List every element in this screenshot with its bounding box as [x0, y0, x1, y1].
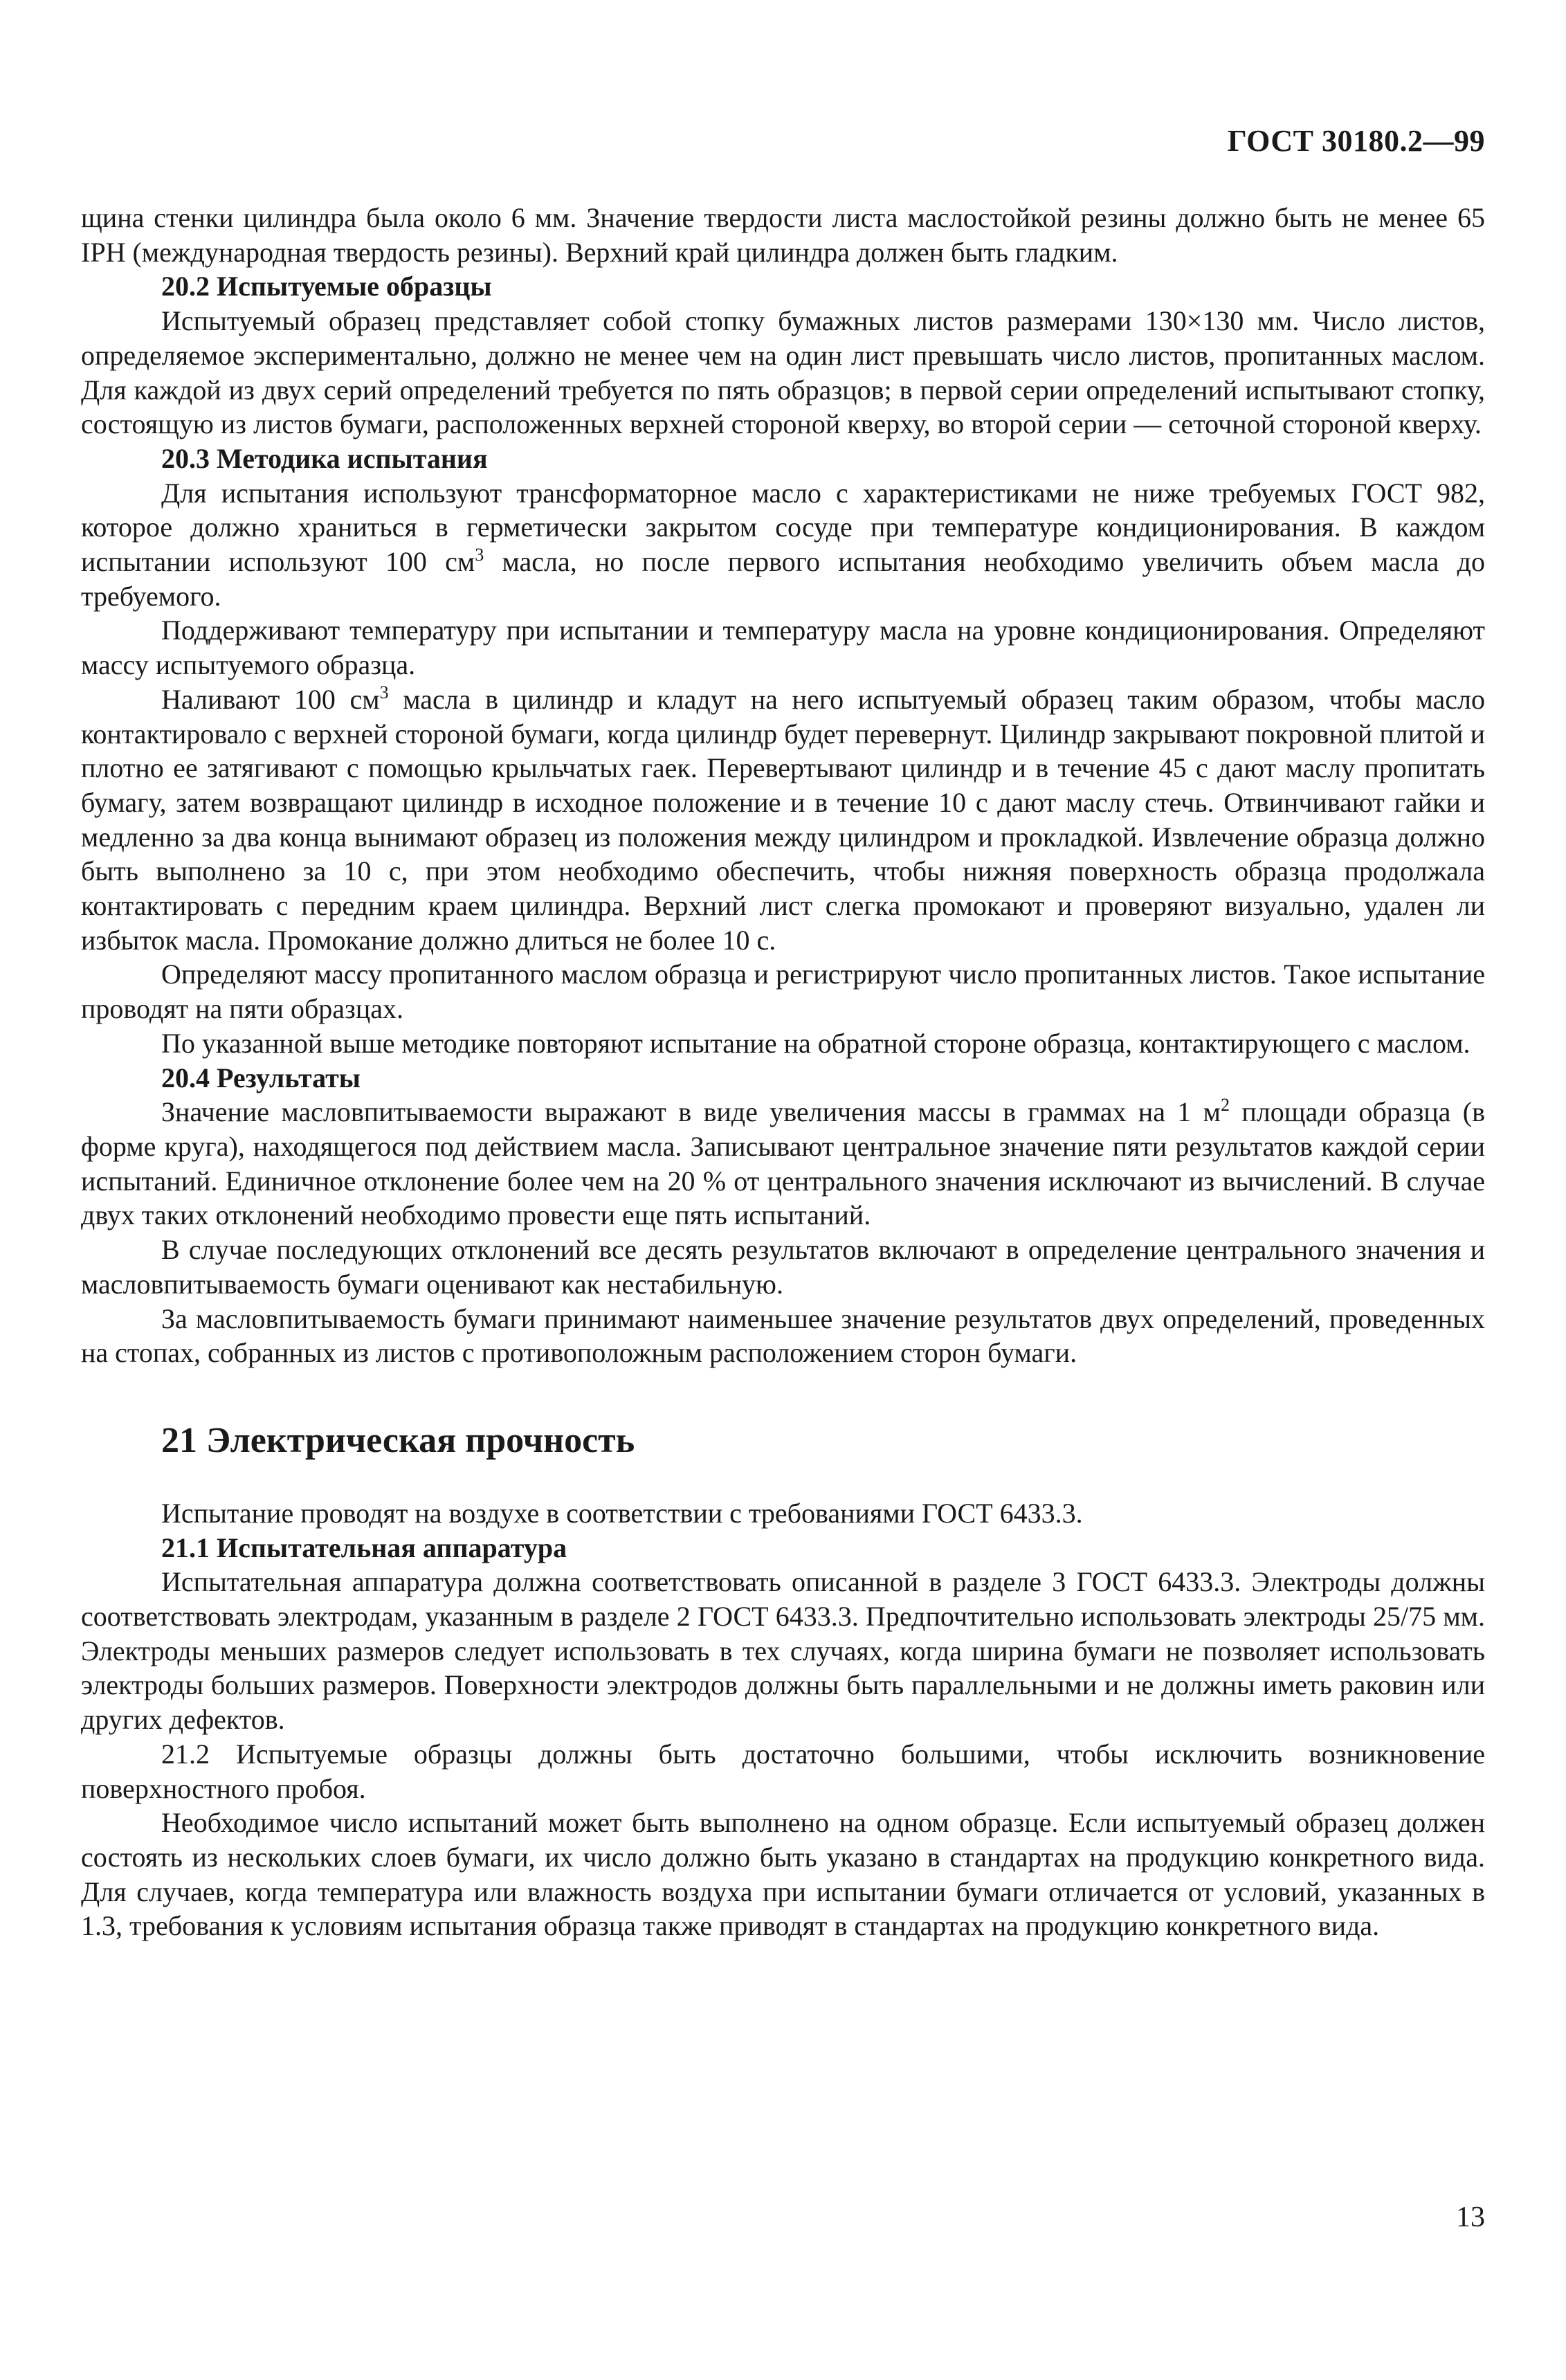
section-heading-21: 21 Электрическая прочность: [161, 1420, 635, 1460]
paragraph-21-2: 21.2 Испытуемые образцы должны быть достаточно большими, чтобы исключить возникновение поверхностного пробоя.: [81, 1738, 1485, 1804]
superscript: 3: [475, 545, 484, 565]
paragraph: [81, 1095, 1485, 1233]
paragraph-continuation: щина стенки цилиндра была около 6 мм. Значение твердости листа маслостойкой резины должно быть не менее 65 IPH (международная твердость резины). Верхний край цилиндра должен быть гладким.: [81, 202, 1485, 268]
paragraph: Испытуемый образец представляет собой стопку бумажных листов размерами 130×130 мм. Число листов, определяемое экспериментально, должно не менее чем на один лист превышать число листов, пропитанных маслом. Для каждой из двух серий определений требуется по пять образцов; в первой серии определений испытывают стопку, состоящую из листов бумаги, расположенных верхней стороной кверху, во второй серии — сеточной стороной кверху.: [81, 305, 1485, 440]
paragraph: Поддерживают температуру при испытании и температуру масла на уровне кондиционирования. Определяют массу испытуемого образца.: [81, 615, 1485, 681]
paragraph: Испытательная аппаратура должна соответствовать описанной в разделе 3 ГОСТ 6433.3. Электроды должны соответствовать электродам, указанным в разделе 2 ГОСТ 6433.3. Предпочтительно использовать электроды 25/75 мм. Электроды меньших размеров следует использовать в тех случаях, когда ширина бумаги не позволяет использовать электроды больших размеров. Поверхности электродов должны быть параллельными и не должны иметь раковин или других дефектов.: [81, 1566, 1485, 1736]
paragraph: За масловпитываемость бумаги принимают наименьшее значение результатов двух определений, проведенных на стопах, собранных из листов с противоположным расположением сторон бумаги.: [81, 1302, 1485, 1369]
superscript: 3: [379, 682, 389, 702]
text-run: масла в цилиндр и кладут на него испытуемый образец таким образом, чтобы масло контактировало с верхней стороной бумаги, когда цилиндр будет перевернут. Цилиндр закрывают покровной плитой и плотно ее затягивают с помощью крыльчатых гаек. Перевертывают цилиндр и в течение 45 с дают маслу пропитать бумагу, затем возвращают цилиндр в исходное положение и в течение 10 с дают маслу стечь. Отвинчивают гайки и медленно за два конца вынимают образец из положения между цилиндром и прокладкой. Извлечение образца должно быть выполнено за 10 с, при этом необходимо обеспечить, чтобы нижняя поверхность образца продолжала контактировать с передним краем цилиндра. Верхний лист слегка промокают и проверяют визуально, удален ли избыток масла. Промокание должно длиться не более 10 с.: [81, 683, 1485, 956]
text-run: Для испытания используют трансформаторное масло с характеристиками не ниже требуемых ГОСТ 982, которое должно храниться в герметически закрытом сосуде при температуре кондиционирования. В каждом испытании используют 100 см: [81, 477, 1485, 578]
paragraph: Испытание проводят на воздухе в соответствии с требованиями ГОСТ 6433.3.: [161, 1497, 1083, 1529]
paragraph: [81, 682, 1485, 958]
text-run: Значение масловпитываемости выражают в виде увеличения массы в граммах на 1 м: [161, 1096, 1221, 1128]
text-run: Наливают 100 см: [161, 683, 380, 715]
subsection-heading-20-3: 20.3 Методика испытания: [161, 442, 488, 474]
paragraph: [81, 476, 1485, 614]
document-body: [81, 201, 1485, 1943]
subsection-heading-21-1: 21.1 Испытательная аппаратура: [161, 1532, 567, 1563]
paragraph: По указанной выше методике повторяют испытание на обратной стороне образца, контактирующего с маслом.: [161, 1027, 1471, 1059]
subsection-heading-20-4: 20.4 Результаты: [161, 1062, 361, 1093]
page-number: 13: [1456, 2201, 1485, 2233]
text-run: масла, но после первого испытания необходимо увеличить объем масла до требуемого.: [81, 546, 1485, 612]
paragraph: Необходимое число испытаний может быть выполнено на одном образце. Если испытуемый образец должен состоять из нескольких слоев бумаги, их число должно быть указано в стандартах на продукцию конкретного вида. Для случаев, когда температура или влажность воздуха при испытании бумаги отличается от условий, указанных в 1.3, требования к условиям испытания образца также приводят в стандартах на продукцию конкретного вида.: [81, 1807, 1485, 1942]
text-run: площади образца (в форме круга), находящегося под действием масла. Записывают центральное значение пяти результатов каждой серии испытаний. Единичное отклонение более чем на 20 % от центрального значения исключают из вычислений. В случае двух таких отклонений необходимо провести еще пять испытаний.: [81, 1096, 1485, 1231]
paragraph: Определяют массу пропитанного маслом образца и регистрируют число пропитанных листов. Такое испытание проводят на пяти образцах.: [81, 959, 1485, 1025]
paragraph: В случае последующих отклонений все десять результатов включают в определение центрального значения и масловпитываемость бумаги оценивают как нестабильную.: [81, 1234, 1485, 1300]
document-header: ГОСТ 30180.2—99: [1227, 124, 1485, 158]
superscript: 2: [1220, 1095, 1230, 1116]
subsection-heading-20-2: 20.2 Испытуемые образцы: [161, 271, 492, 302]
